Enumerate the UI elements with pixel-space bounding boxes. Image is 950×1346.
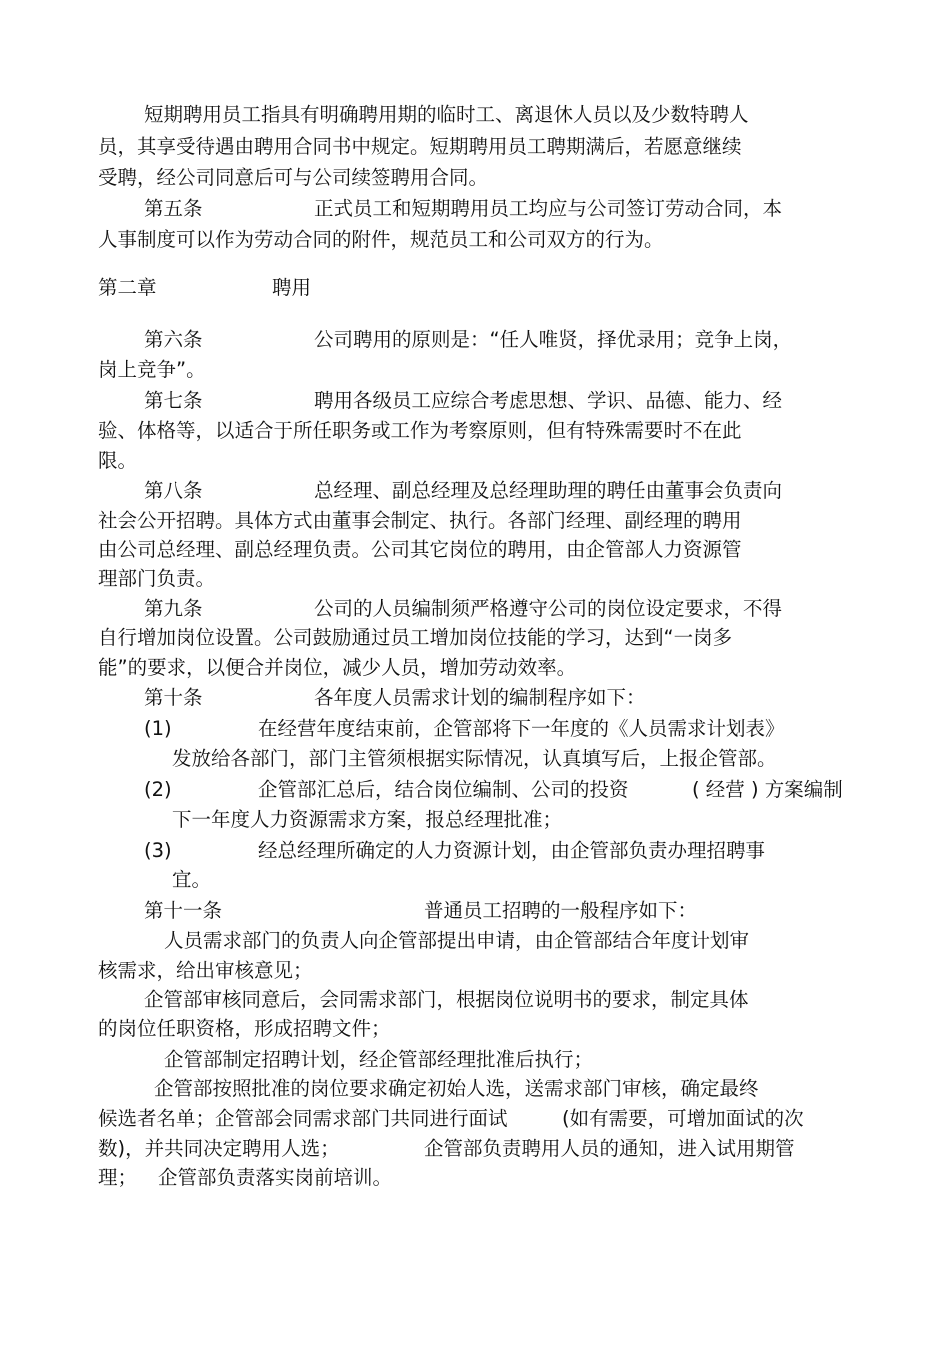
list-item-text: 企管部汇总后，结合岗位编制、公司的投资 [258, 778, 629, 801]
paragraph-line: 正式员工和短期聘用员工均应与公司签订劳动合同，本 [314, 197, 783, 220]
paragraph-line: 企管部按照批准的岗位要求确定初始人选，送需求部门审核，确定最终 [154, 1077, 759, 1100]
paragraph-line: 的岗位任职资格，形成招聘文件； [98, 1017, 391, 1040]
paragraph-line: 数)，并共同决定聘用人选； [98, 1137, 340, 1160]
article-number: 第十条 [144, 686, 203, 709]
article-number: 第七条 [144, 389, 203, 412]
paragraph-line: 受聘，经公司同意后可与公司续签聘用合同。 [98, 166, 489, 189]
paragraph-line: 社会公开招聘。具体方式由董事会制定、执行。各部门经理、副经理的聘用 [98, 509, 742, 532]
paragraph-line: 短期聘用员工指具有明确聘用期的临时工、离退休人员以及少数特聘人 [144, 103, 749, 126]
list-item-number: (1) [144, 717, 172, 740]
chapter-title: 聘用 [272, 276, 312, 299]
paragraph-line: 企管部负责落实岗前培训。 [158, 1166, 393, 1189]
paragraph-line: 候选者名单；企管部会同需求部门共同进行面试 [98, 1107, 508, 1130]
paragraph-line: 能”的要求，以便合并岗位，减少人员，增加劳动效率。 [98, 656, 577, 679]
list-item-text: 宜。 [172, 868, 212, 891]
paragraph-line: 公司聘用的原则是：“任人唯贤，择优录用；竞争上岗， [314, 328, 793, 351]
paragraph-line: 岗上竞争”。 [98, 358, 206, 381]
paragraph-line: 员，其享受待遇由聘用合同书中规定。短期聘用员工聘期满后，若愿意继续 [98, 135, 742, 158]
paragraph-line: 限。 [98, 449, 138, 472]
paragraph-line: 人员需求部门的负责人向企管部提出申请，由企管部结合年度计划审 [164, 929, 750, 952]
list-item-text: 下一年度人力资源需求方案，报总经理批准； [172, 808, 563, 831]
chapter-number: 第二章 [98, 276, 157, 299]
article-number: 第五条 [144, 197, 203, 220]
paragraph-line: 验、体格等，以适合于所任职务或工作为考察原则，但有特殊需要时不在此 [98, 419, 742, 442]
paragraph-line: 总经理、副总经理及总经理助理的聘任由董事会负责向 [314, 479, 783, 502]
list-item-number: (3) [144, 839, 172, 862]
paragraph-line: 企管部审核同意后，会同需求部门，根据岗位说明书的要求，制定具体 [144, 988, 749, 1011]
paragraph-line: 自行增加岗位设置。公司鼓励通过员工增加岗位技能的学习，达到“一岗多 [98, 626, 733, 649]
paragraph-line: 人事制度可以作为劳动合同的附件，规范员工和公司双方的行为。 [98, 228, 664, 251]
paragraph-line: 由公司总经理、副总经理负责。公司其它岗位的聘用，由企管部人力资源管 [98, 538, 742, 561]
article-number: 第十一条 [144, 899, 223, 922]
paragraph-line: 各年度人员需求计划的编制程序如下： [314, 686, 646, 709]
list-item-text: 在经营年度结束前，企管部将下一年度的《人员需求计划表》 [258, 717, 785, 740]
paragraph-line: 公司的人员编制须严格遵守公司的岗位设定要求，不得 [314, 597, 783, 620]
paragraph-line: 普通员工招聘的一般程序如下： [424, 899, 698, 922]
paragraph-line: 理部门负责。 [98, 567, 216, 590]
list-item-text: ( 经营 ) 方案编制 [692, 778, 843, 801]
article-number: 第六条 [144, 328, 203, 351]
paragraph-line: 核需求，给出审核意见； [98, 959, 313, 982]
paragraph-line: 理； [98, 1166, 138, 1189]
list-item-number: (2) [144, 778, 172, 801]
list-item-text: 经总经理所确定的人力资源计划，由企管部负责办理招聘事 [258, 839, 766, 862]
article-number: 第八条 [144, 479, 203, 502]
paragraph-line: 企管部制定招聘计划，经企管部经理批准后执行； [164, 1048, 594, 1071]
paragraph-line: 聘用各级员工应综合考虑思想、学识、品德、能力、经 [314, 389, 783, 412]
list-item-text: 发放给各部门，部门主管须根据实际情况，认真填写后，上报企管部。 [172, 747, 777, 770]
article-number: 第九条 [144, 597, 203, 620]
paragraph-line: 企管部负责聘用人员的通知，进入试用期管 [424, 1137, 795, 1160]
paragraph-line: (如有需要，可增加面试的次 [562, 1107, 804, 1130]
